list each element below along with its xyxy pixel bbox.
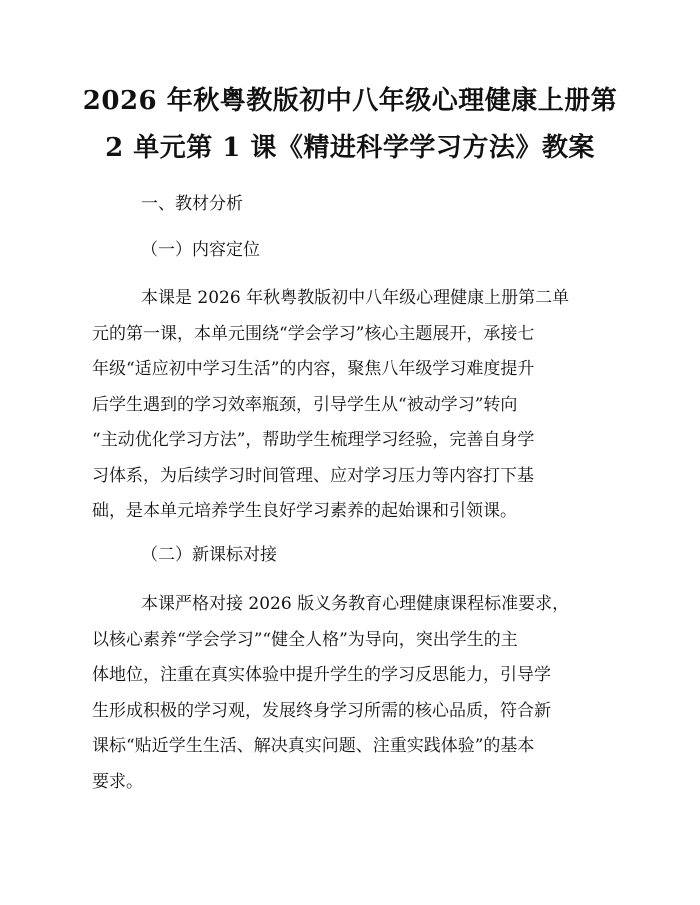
section-heading-textbook-analysis: 一、教材分析 xyxy=(141,194,243,214)
document-title-line-1: 2026 年秋粤教版初中八年级心理健康上册第 xyxy=(82,86,618,116)
paragraph-line: 以核心素养“学会学习”“健全人格”为导向，突出学生的主 xyxy=(92,629,518,650)
paragraph-line: 础，是本单元培养学生良好学习素养的起始课和引领课。 xyxy=(92,501,517,521)
paragraph-line: 课标“贴近学生生活、解决真实问题、注重实践体验”的基本 xyxy=(92,736,535,756)
paragraph-line: 元的第一课，本单元围绕“学会学习”核心主题展开，承接七 xyxy=(92,323,535,344)
document-title-line-2: 2 单元第 1 课《精进科学学习方法》教案 xyxy=(105,133,595,163)
paragraph-line: 习体系，为后续学习时间管理、应对学习压力等内容打下基 xyxy=(92,465,534,486)
paragraph-line: 要求。 xyxy=(92,771,143,792)
subsection-heading-content-positioning: （一）内容定位 xyxy=(141,240,260,260)
paragraph-line: 年级“适应初中学习生活”的内容，聚焦八年级学习难度提升 xyxy=(92,359,535,379)
paragraph-line: 本课是 2026 年秋粤教版初中八年级心理健康上册第二单 xyxy=(141,288,570,308)
subsection-heading-new-curriculum: （二）新课标对接 xyxy=(141,545,277,565)
paragraph-line: 本课严格对接 2026 版义务教育心理健康课程标准要求， xyxy=(141,594,570,614)
paragraph-content-positioning xyxy=(92,281,612,530)
paragraph-new-curriculum xyxy=(92,587,612,800)
paragraph-line: “主动优化学习方法”，帮助学生梳理学习经验，完善自身学 xyxy=(92,430,535,450)
paragraph-line: 生形成积极的学习观，发展终身学习所需的核心品质，符合新 xyxy=(92,700,551,721)
paragraph-line: 后学生遇到的学习效率瓶颈，引导学生从“被动学习”转向 xyxy=(92,394,518,415)
paragraph-line: 体地位，注重在真实体验中提升学生的学习反思能力，引导学 xyxy=(92,665,551,685)
